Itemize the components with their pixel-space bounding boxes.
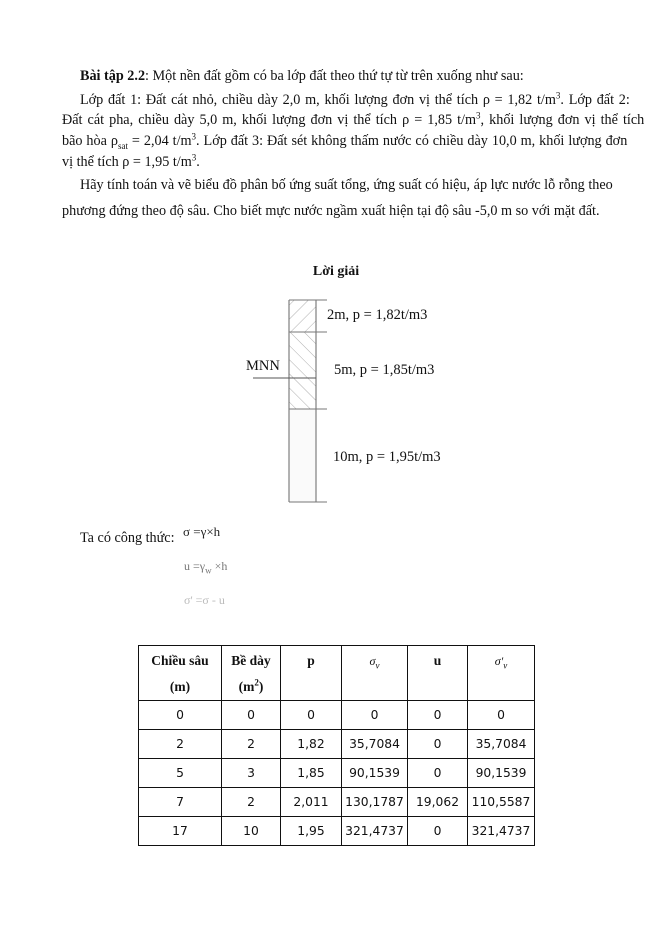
layer-3-fill (289, 409, 316, 502)
superscript: 2 (254, 677, 259, 688)
header-pore-pressure: u (408, 646, 468, 701)
cell-pore-pressure: 19,062 (408, 788, 468, 817)
cell-depth: 2 (139, 730, 222, 759)
cell-thickness: 10 (222, 817, 281, 846)
header-effective-stress (468, 646, 535, 701)
sat-value: = 2,04 t/m (127, 133, 192, 149)
layer3-text: . Lớp đất 3: Đất sét không thấm nước có chiều dày 10,0 m, khối lượng đơn (196, 133, 628, 149)
table-row (139, 730, 535, 759)
cell-effective-stress: 321,4737 (468, 817, 535, 846)
layer-1-hatch (289, 300, 316, 332)
cell-density: 1,85 (281, 759, 342, 788)
header-thickness (222, 646, 281, 701)
sigma-symbol: σ (369, 654, 376, 668)
header-thickness-line2: (m (238, 679, 255, 694)
subscript: sat (117, 140, 128, 151)
formula-pore-pressure-end: ×h (211, 559, 228, 573)
cell-total-stress: 130,1787 (342, 788, 408, 817)
water-table-label: MNN (246, 358, 280, 374)
layer-1-label: 2m, p = 1,82t/m3 (327, 307, 428, 323)
layer2-text: Đất cát pha, chiều dày 5,0 m, khối lượng đơn vị thể tích ρ = 1,85 t/m (62, 112, 477, 128)
subscript: w (205, 565, 212, 576)
cell-density: 1,95 (281, 817, 342, 846)
cell-thickness: 3 (222, 759, 281, 788)
header-depth-line2: (m) (169, 679, 191, 694)
table-row (139, 759, 535, 788)
subscript: v (375, 660, 380, 671)
problem-intro: : Một nền đất gồm có ba lớp đất theo thứ tự từ trên xuống như sau: (145, 68, 524, 84)
header-depth-line1: Chiều sâu (151, 653, 209, 668)
results-table (138, 645, 535, 846)
cell-effective-stress: 35,7084 (468, 730, 535, 759)
solution-title: Lời giải (312, 264, 360, 279)
sigma-prime-symbol: σ' (494, 654, 504, 668)
cell-thickness: 2 (222, 788, 281, 817)
cell-thickness: 0 (222, 701, 281, 730)
cell-pore-pressure: 0 (408, 730, 468, 759)
task-line-2: phương đứng theo độ sâu. Cho biết mực nước ngầm xuất hiện tại độ sâu -5,0 m so với mặt đất. (62, 203, 600, 219)
problem-heading: Bài tập 2.2 (80, 68, 146, 84)
layer-2-hatch (289, 332, 316, 409)
cell-pore-pressure: 0 (408, 817, 468, 846)
task-line-1: Hãy tính toán và vẽ biểu đồ phân bố ứng suất tổng, ứng suất có hiệu, áp lực nước lỗ rỗng theo (80, 177, 613, 193)
table-row (139, 701, 535, 730)
formula-intro: Ta có công thức: (80, 530, 175, 546)
cell-total-stress: 90,1539 (342, 759, 408, 788)
cell-density: 0 (281, 701, 342, 730)
cell-depth: 7 (139, 788, 222, 817)
cell-density: 1,82 (281, 730, 342, 759)
table-row (139, 817, 535, 846)
table-row (139, 788, 535, 817)
cell-effective-stress: 90,1539 (468, 759, 535, 788)
cell-total-stress: 0 (342, 701, 408, 730)
formula-effective-stress: σ' =σ - u (184, 593, 225, 607)
cell-effective-stress: 0 (468, 701, 535, 730)
cell-depth: 0 (139, 701, 222, 730)
subscript: v (503, 660, 508, 671)
cell-depth: 5 (139, 759, 222, 788)
superscript: 3 (555, 90, 561, 101)
cell-pore-pressure: 0 (408, 759, 468, 788)
period: . (196, 154, 200, 170)
formula-pore-pressure-main: u =γ (184, 559, 206, 573)
layer-3-label: 10m, p = 1,95t/m3 (333, 449, 441, 465)
layer-2-label: 5m, p = 1,85t/m3 (334, 362, 435, 378)
header-depth (139, 646, 222, 701)
layer2-start: . Lớp đất 2: (560, 92, 630, 108)
superscript: 3 (191, 152, 197, 163)
cell-depth: 17 (139, 817, 222, 846)
table-header-row (139, 646, 535, 701)
sat-label: bão hòa ρ (62, 133, 118, 149)
header-thickness-close: ) (258, 679, 264, 694)
header-thickness-line1: Bề dày (231, 653, 271, 668)
formula-pore-pressure (184, 559, 227, 574)
layer1-text: Lớp đất 1: Đất cát nhỏ, chiều dày 2,0 m, khối lượng đơn vị thể tích ρ = 1,82 t/m (80, 92, 556, 108)
cell-thickness: 2 (222, 730, 281, 759)
formula-total-stress: σ =γ×h (183, 524, 221, 539)
cell-effective-stress: 110,5587 (468, 788, 535, 817)
cell-density: 2,011 (281, 788, 342, 817)
superscript: 3 (191, 131, 197, 142)
cell-pore-pressure: 0 (408, 701, 468, 730)
superscript: 3 (476, 110, 481, 121)
cell-total-stress: 321,4737 (342, 817, 408, 846)
header-total-stress (342, 646, 408, 701)
layer2-text-end: , khối lượng đơn vị thể tích (480, 112, 645, 128)
header-density: p (281, 646, 342, 701)
layer3-density: vị thể tích ρ = 1,95 t/m (62, 154, 192, 170)
cell-total-stress: 35,7084 (342, 730, 408, 759)
